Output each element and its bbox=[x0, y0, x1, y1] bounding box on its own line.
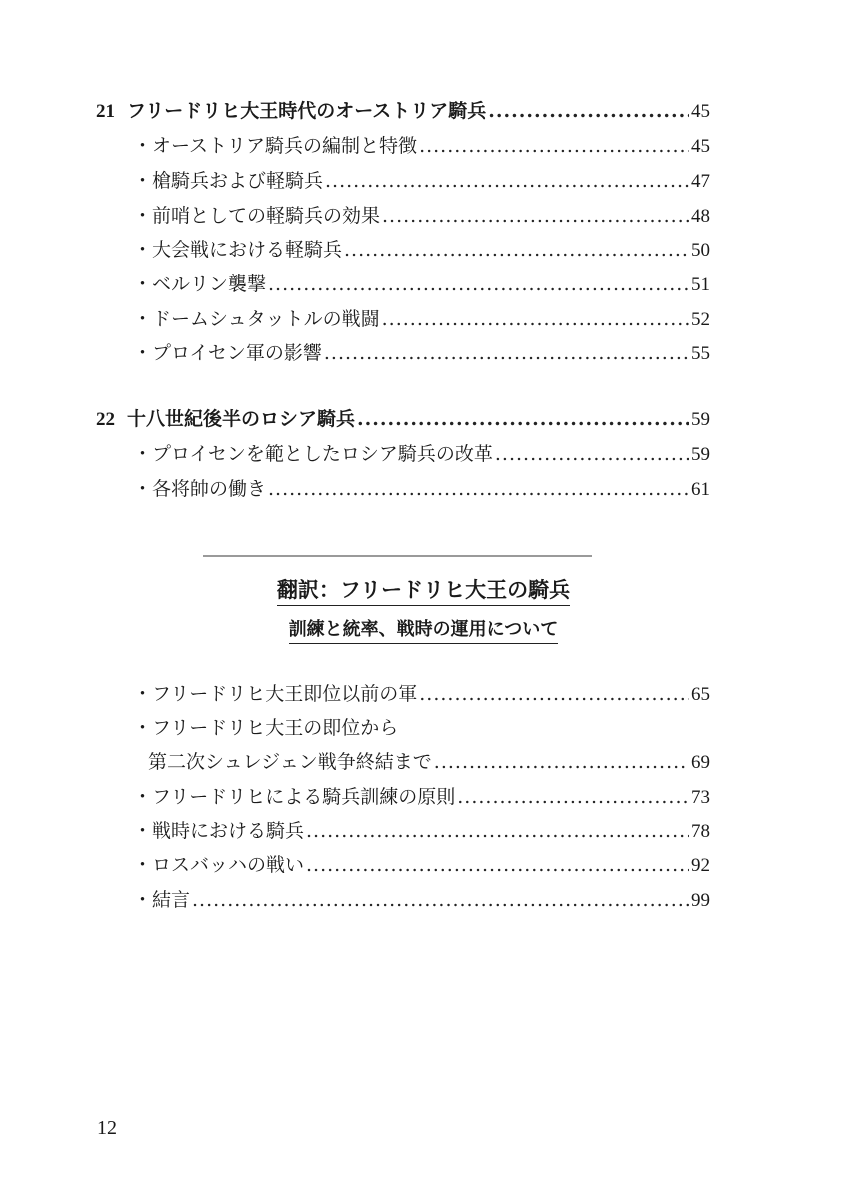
toc-entry-page: 69 bbox=[691, 752, 710, 773]
dot-leader bbox=[434, 750, 689, 774]
chapter-21-heading[interactable] bbox=[96, 99, 710, 124]
chapter-22-title-wrap bbox=[96, 407, 355, 432]
toc-entry[interactable] bbox=[133, 238, 710, 263]
toc-entry[interactable] bbox=[133, 341, 710, 366]
toc-entry-line-2[interactable] bbox=[148, 750, 710, 775]
toc-entry-page: 78 bbox=[691, 821, 710, 842]
chapter-22-page: 59 bbox=[691, 409, 710, 430]
dot-leader bbox=[325, 169, 689, 193]
toc-entry[interactable] bbox=[133, 785, 710, 810]
toc-entry-label: ・各将帥の働き bbox=[133, 478, 267, 500]
dot-leader bbox=[457, 785, 689, 809]
dot-leader bbox=[268, 272, 689, 296]
dot-leader bbox=[357, 407, 689, 431]
toc-entry-page: 55 bbox=[691, 343, 710, 364]
page-number: 12 bbox=[97, 1117, 117, 1139]
toc-entry-page: 52 bbox=[691, 309, 710, 330]
dot-leader bbox=[192, 888, 689, 912]
toc-entry[interactable] bbox=[133, 819, 710, 844]
dot-leader bbox=[306, 853, 689, 877]
toc-entry[interactable] bbox=[133, 442, 710, 467]
toc-entry[interactable] bbox=[133, 204, 710, 229]
toc-entry-label: ・フリードリヒ大王の即位から bbox=[133, 717, 399, 739]
toc-entry-page: 45 bbox=[691, 136, 710, 157]
chapter-21-number: 21 bbox=[96, 101, 115, 122]
toc-entry-label: ・大会戦における軽騎兵 bbox=[133, 239, 343, 261]
toc-entry-label: ・プロイセンを範としたロシア騎兵の改革 bbox=[133, 443, 493, 465]
toc-entry-label: ・ベルリン襲撃 bbox=[133, 273, 267, 295]
toc-entry-label: ・結言 bbox=[133, 889, 191, 911]
chapter-22-heading[interactable] bbox=[96, 407, 710, 432]
toc-entry-line-1[interactable] bbox=[133, 716, 398, 740]
toc-entry[interactable] bbox=[133, 853, 710, 878]
dot-leader bbox=[382, 307, 689, 331]
dot-leader bbox=[419, 134, 689, 158]
toc-entry-label: ・オーストリア騎兵の編制と特徴 bbox=[133, 135, 418, 157]
translation-title bbox=[0, 574, 847, 604]
toc-entry-page: 73 bbox=[691, 787, 710, 808]
toc-entry-page: 59 bbox=[691, 444, 710, 465]
toc-entry-page: 51 bbox=[691, 274, 710, 295]
toc-entry-label: ・プロイセン軍の影響 bbox=[133, 342, 322, 364]
toc-entry-page: 48 bbox=[691, 206, 710, 227]
dot-leader bbox=[268, 477, 689, 501]
toc-entry[interactable] bbox=[133, 134, 710, 159]
toc-entry[interactable] bbox=[133, 272, 710, 297]
toc-entry-page: 61 bbox=[691, 479, 710, 500]
dot-leader bbox=[344, 238, 689, 262]
toc-entry[interactable] bbox=[133, 888, 710, 913]
toc-entry-page: 47 bbox=[691, 171, 710, 192]
toc-entry-page: 65 bbox=[691, 684, 710, 705]
toc-entry-page: 50 bbox=[691, 240, 710, 261]
dot-leader bbox=[382, 204, 689, 228]
toc-entry-label: ・戦時における騎兵 bbox=[133, 820, 305, 842]
chapter-22-title: 十八世紀後半のロシア騎兵 bbox=[127, 408, 356, 430]
toc-entry-label: ・フリードリヒによる騎兵訓練の原則 bbox=[133, 786, 456, 808]
toc-entry-label: ・前哨としての軽騎兵の効果 bbox=[133, 205, 381, 227]
toc-entry-label: ・ドームシュタットルの戦闘 bbox=[133, 308, 380, 330]
translation-subtitle bbox=[0, 615, 847, 641]
translation-title-text: 翻訳：フリードリヒ大王の騎兵 bbox=[277, 577, 570, 606]
translation-subtitle-text: 訓練と統率、戦時の運用について bbox=[289, 619, 559, 644]
toc-entry[interactable] bbox=[133, 169, 710, 194]
dot-leader bbox=[495, 442, 689, 466]
chapter-21-page: 45 bbox=[691, 101, 710, 122]
chapter-22-number: 22 bbox=[96, 409, 115, 430]
chapter-21-title: フリードリヒ大王時代のオーストリア騎兵 bbox=[127, 100, 487, 122]
toc-entry-label: ・ロスバッハの戦い bbox=[133, 854, 305, 876]
toc-entry[interactable] bbox=[133, 477, 710, 502]
dot-leader bbox=[419, 682, 689, 706]
toc-entry-page: 92 bbox=[691, 855, 710, 876]
dot-leader bbox=[324, 341, 689, 365]
dot-leader bbox=[306, 819, 689, 843]
toc-entry-label: ・槍騎兵および軽騎兵 bbox=[133, 170, 324, 192]
toc-entry[interactable] bbox=[133, 682, 710, 707]
toc-entry-page: 99 bbox=[691, 890, 710, 911]
toc-entry[interactable] bbox=[133, 307, 710, 332]
section-divider bbox=[203, 555, 592, 557]
chapter-21-title-wrap bbox=[96, 99, 486, 124]
dot-leader bbox=[488, 99, 689, 123]
toc-entry-label: 第二次シュレジェン戦争終結まで bbox=[148, 751, 432, 773]
toc-entry-label: ・フリードリヒ大王即位以前の軍 bbox=[133, 683, 418, 705]
